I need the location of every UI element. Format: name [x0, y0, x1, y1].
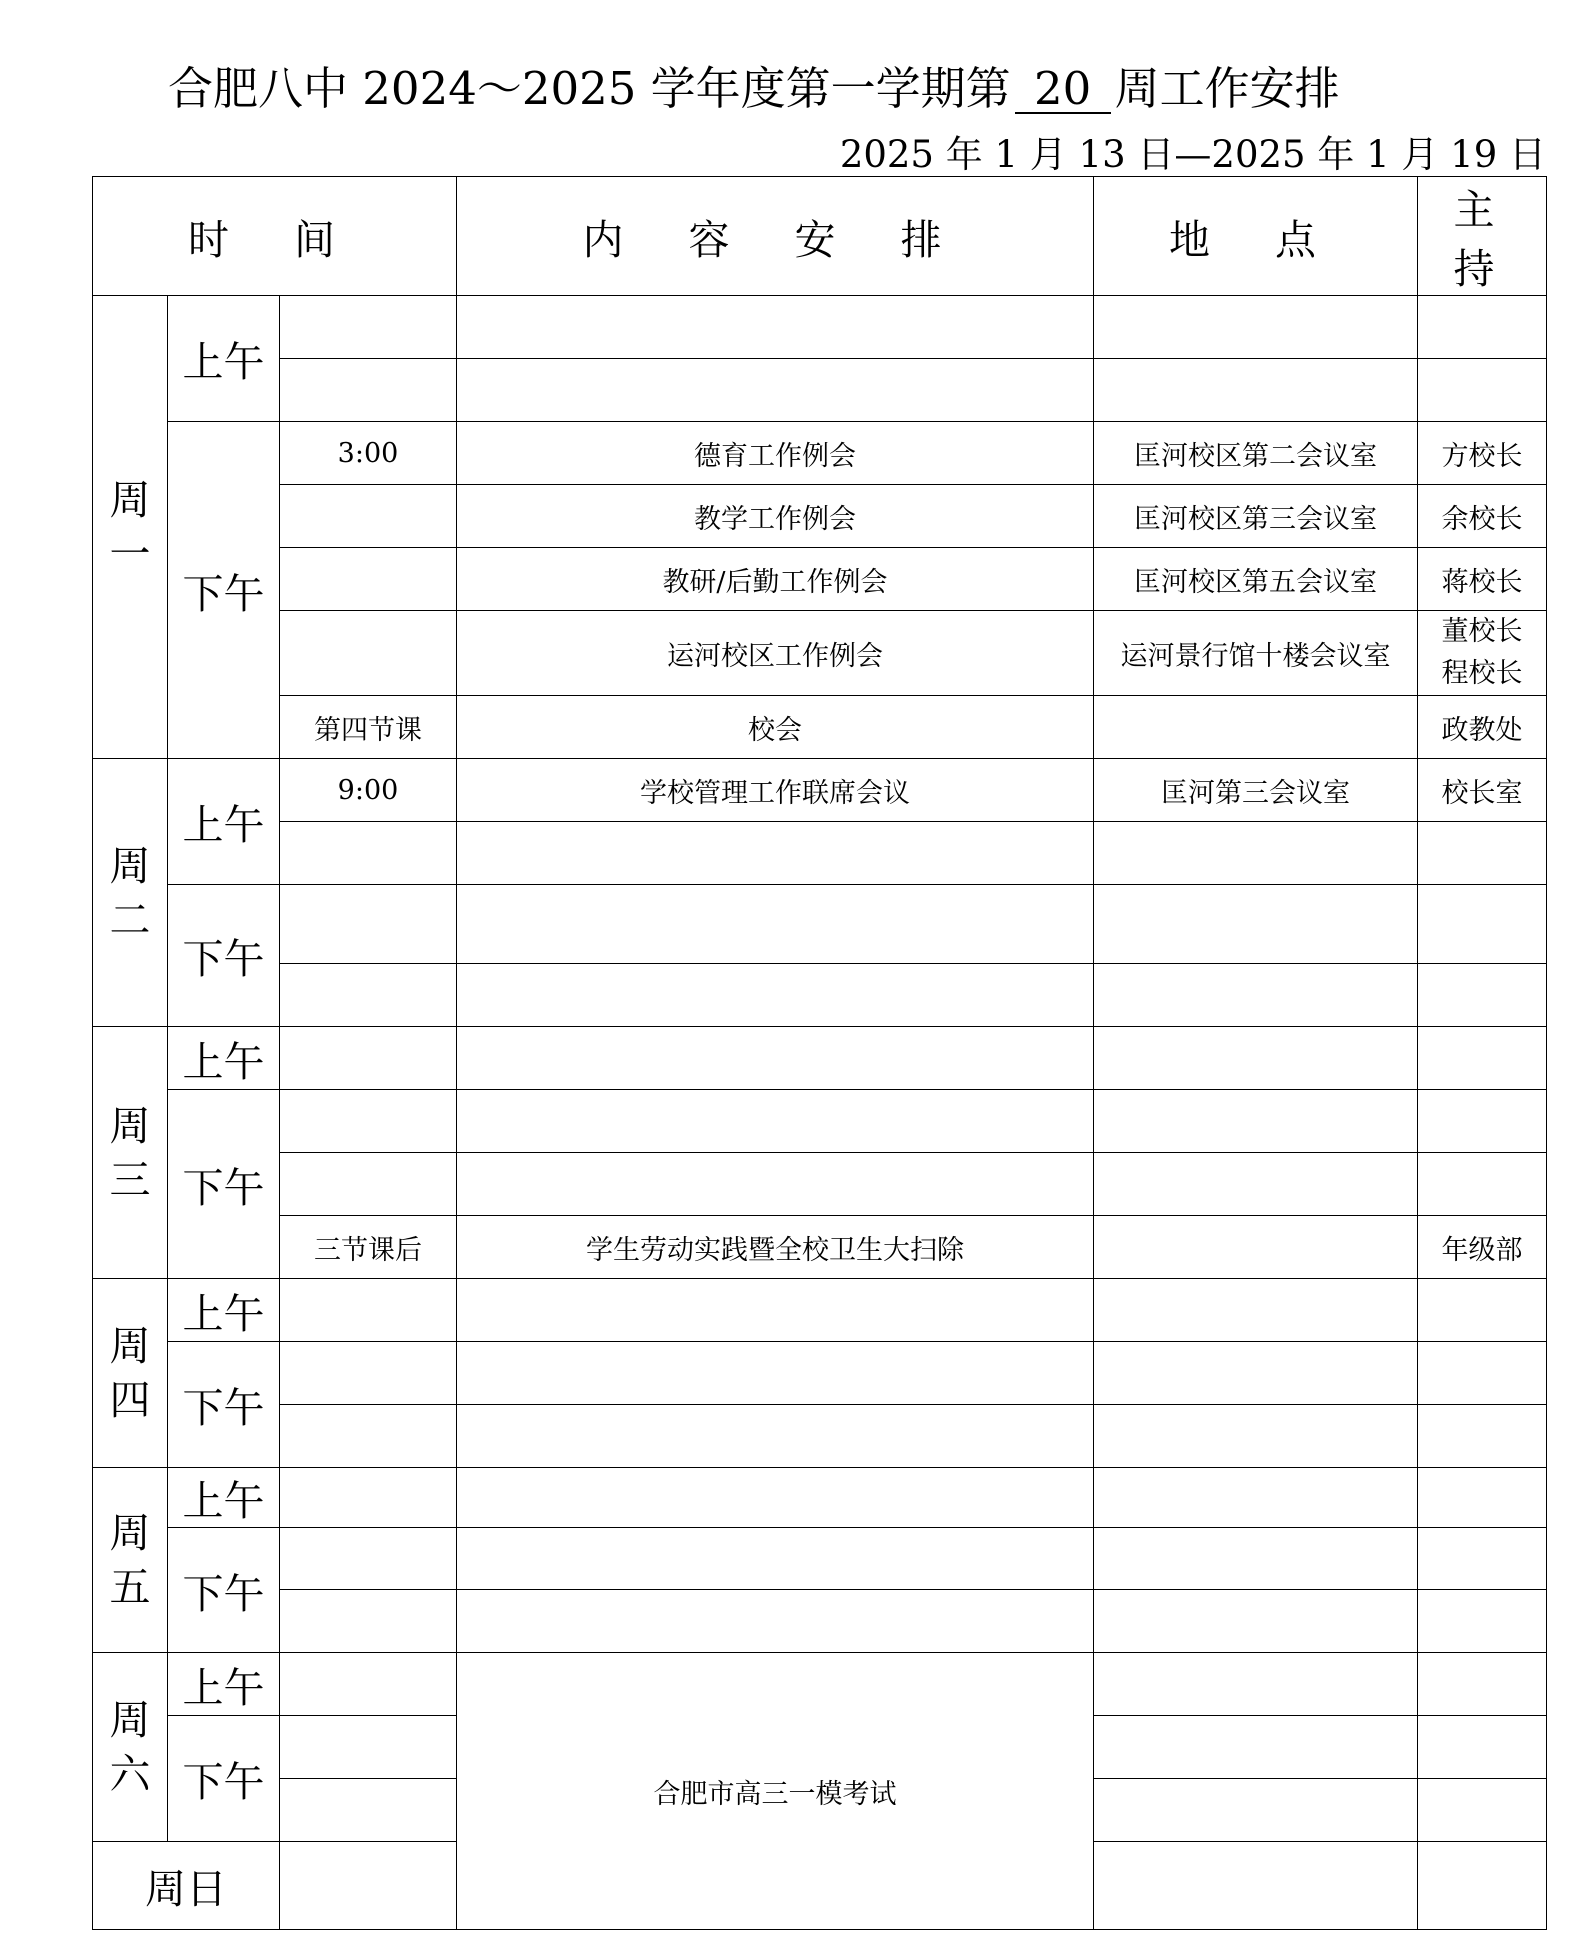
table-row [93, 759, 1547, 822]
table-row [93, 1468, 1547, 1528]
content-cell: 教研/后勤工作例会 [457, 548, 1094, 611]
time-cell [280, 611, 457, 696]
table-row [93, 1405, 1547, 1468]
period-pm: 下午 [168, 1090, 280, 1279]
content-cell: 德育工作例会 [457, 422, 1094, 485]
day-wed: 周 三 [93, 1027, 168, 1279]
period-pm: 下午 [168, 1716, 280, 1842]
period-am: 上午 [168, 1027, 280, 1090]
period-am: 上午 [168, 759, 280, 885]
time-cell: 3:00 [280, 422, 457, 485]
host-name: 程校长 [1441, 658, 1523, 689]
table-row [93, 1653, 1547, 1716]
header-time: 时 间 [93, 177, 457, 296]
day-sat: 周 六 [93, 1653, 168, 1842]
host-cell: 余校长 [1418, 485, 1547, 548]
table-row [93, 611, 1547, 696]
content-cell: 教学工作例会 [457, 485, 1094, 548]
period-am: 上午 [168, 1653, 280, 1716]
day-fri: 周 五 [93, 1468, 168, 1653]
page-title [168, 52, 1340, 117]
content-cell: 运河校区工作例会 [457, 611, 1094, 696]
host-cell: 政教处 [1418, 696, 1547, 759]
time-cell: 9:00 [280, 759, 457, 822]
location-cell: 匡河第三会议室 [1094, 759, 1418, 822]
table-row [93, 1342, 1547, 1405]
period-pm: 下午 [168, 885, 280, 1027]
period-pm: 下午 [168, 1528, 280, 1653]
content-cell: 合肥市高三一模考试 [457, 1653, 1094, 1930]
host-cell: 校长室 [1418, 759, 1547, 822]
table-row [93, 422, 1547, 485]
title-suffix: 周工作安排 [1114, 62, 1340, 115]
location-cell: 匡河校区第三会议室 [1094, 485, 1418, 548]
time-cell [280, 548, 457, 611]
period-am: 上午 [168, 1279, 280, 1342]
date-range: 2025 年 1 月 13 日—2025 年 1 月 19 日 [839, 133, 1546, 176]
content-cell: 学生劳动实践暨全校卫生大扫除 [457, 1216, 1094, 1279]
location-cell [1094, 696, 1418, 759]
table-row [93, 548, 1547, 611]
schedule-table [92, 176, 1547, 1930]
table-row [93, 296, 1547, 359]
title-prefix: 合肥八中 2024～2025 学年度第一学期第 [168, 62, 1011, 115]
table-row [93, 1027, 1547, 1090]
table-row [93, 696, 1547, 759]
host-cell [1418, 611, 1547, 696]
day-sun: 周日 [93, 1842, 280, 1930]
header-host: 主 持 [1418, 177, 1547, 296]
host-name: 董校长 [1441, 616, 1523, 647]
time-cell: 三节课后 [280, 1216, 457, 1279]
table-row [93, 885, 1547, 964]
host-cell: 年级部 [1418, 1216, 1547, 1279]
day-mon: 周 一 [93, 296, 168, 759]
table-row [93, 1153, 1547, 1216]
time-cell [280, 485, 457, 548]
week-number: 20 [1015, 66, 1111, 114]
table-row [93, 1216, 1547, 1279]
table-row [93, 964, 1547, 1027]
period-pm: 下午 [168, 422, 280, 759]
location-cell: 运河景行馆十楼会议室 [1094, 611, 1418, 696]
day-thu: 周 四 [93, 1279, 168, 1468]
header-content: 内 容 安 排 [457, 177, 1094, 296]
table-row [93, 1528, 1547, 1590]
table-row [93, 1090, 1547, 1153]
location-cell: 匡河校区第二会议室 [1094, 422, 1418, 485]
table-row [93, 822, 1547, 885]
day-tue: 周 二 [93, 759, 168, 1027]
period-pm: 下午 [168, 1342, 280, 1468]
header-location: 地 点 [1094, 177, 1418, 296]
content-cell: 校会 [457, 696, 1094, 759]
host-cell: 方校长 [1418, 422, 1547, 485]
host-cell: 蒋校长 [1418, 548, 1547, 611]
period-am: 上午 [168, 296, 280, 422]
location-cell: 匡河校区第五会议室 [1094, 548, 1418, 611]
table-row [93, 1590, 1547, 1653]
period-am: 上午 [168, 1468, 280, 1528]
table-header-row [93, 177, 1547, 296]
table-row [93, 485, 1547, 548]
location-cell [1094, 1216, 1418, 1279]
content-cell: 学校管理工作联席会议 [457, 759, 1094, 822]
table-row [93, 1279, 1547, 1342]
table-row [93, 359, 1547, 422]
time-cell: 第四节课 [280, 696, 457, 759]
